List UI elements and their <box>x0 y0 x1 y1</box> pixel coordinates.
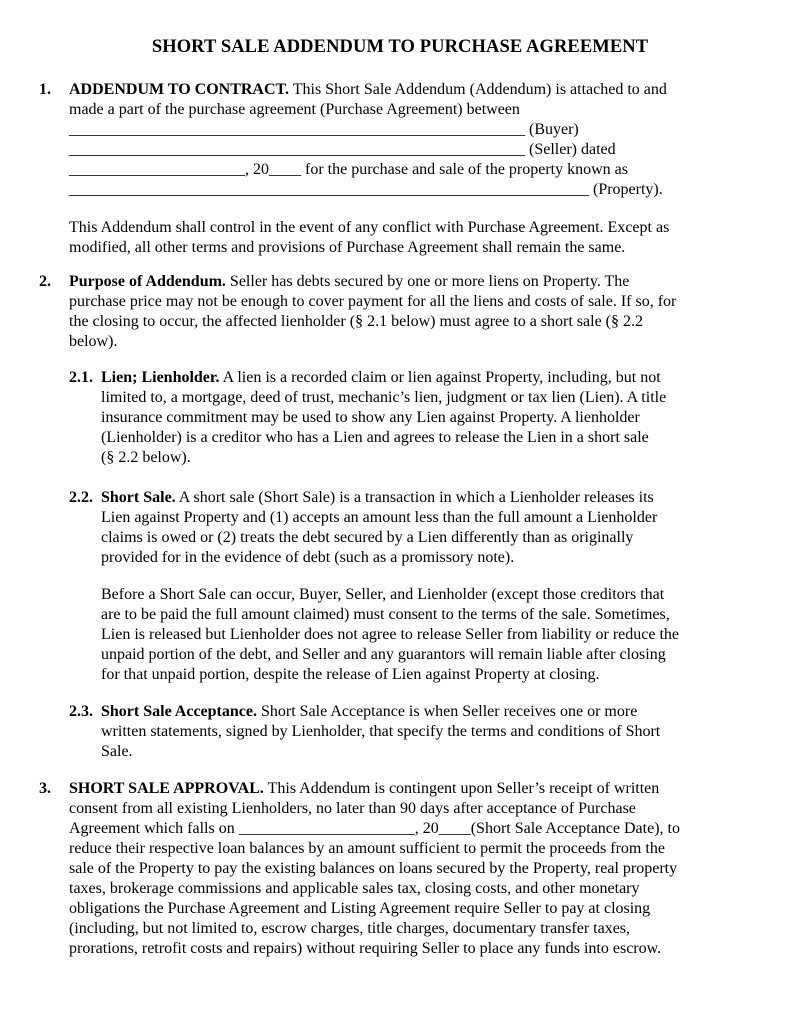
text-line: written statements, signed by Lienholder, that specify the terms and conditions of Short <box>101 723 661 740</box>
text-line: sale of the Property to pay the existing balances on loans secured by the Property, real property <box>69 860 678 877</box>
text-line: prorations, retrofit costs and repairs) without requiring Seller to place any funds into escrow. <box>69 940 662 957</box>
text-line: obligations the Purchase Agreement and Listing Agreement require Seller to pay at closing <box>69 900 651 917</box>
section-heading: Short Sale Acceptance. <box>101 703 257 720</box>
text-line: This Short Sale Addendum (Addendum) is attached to and <box>289 81 667 98</box>
text-line: are to be paid the full amount claimed) must consent to the terms of the sale. Sometimes, <box>101 606 670 623</box>
section-heading: SHORT SALE APPROVAL. <box>69 780 264 797</box>
text-line: Lien is released but Lienholder does not agree to release Seller from liability or reduce the <box>101 626 679 643</box>
text-line: purchase price may not be enough to cover payment for all the liens and costs of sale. If so, for <box>69 293 677 310</box>
section-number: 2.2. <box>69 489 93 506</box>
text-line: insurance commitment may be used to show any Lien against Property. A lienholder <box>101 409 640 426</box>
date-blank-line: ______________________, 20____ for the purchase and sale of the property known as <box>69 161 628 178</box>
text-line: limited to, a mortgage, deed of trust, mechanic’s lien, judgment or tax lien (Lien). A title <box>101 389 667 406</box>
seller-blank-line: _________________________________________________________ (Seller) dated <box>69 141 616 158</box>
text-line: Before a Short Sale can occur, Buyer, Seller, and Lienholder (except those creditors that <box>101 586 665 603</box>
section-heading: ADDENDUM TO CONTRACT. <box>69 81 290 98</box>
text-line: This Addendum is contingent upon Seller’s receipt of written <box>263 780 660 797</box>
section-heading: Purpose of Addendum. <box>69 273 226 290</box>
section-number: 2.1. <box>69 369 93 386</box>
text-line: A lien is a recorded claim or lien against Property, including, but not <box>219 369 661 386</box>
text-line: modified, all other terms and provisions of Purchase Agreement shall remain the same. <box>69 239 626 256</box>
section-body <box>101 702 761 762</box>
buyer-blank-line: _________________________________________________________ (Buyer) <box>69 121 579 138</box>
section-body <box>69 779 769 959</box>
text-line: provided for in the evidence of debt (such as a promissory note). <box>101 549 515 566</box>
section-number: 3. <box>39 780 51 797</box>
text-line: Lien against Property and (1) accepts an amount less than the full amount a Lienholder <box>101 509 658 526</box>
section-heading: Lien; Lienholder. <box>101 369 220 386</box>
text-line: claims is owed or (2) treats the debt secured by a Lien differently than as originally <box>101 529 634 546</box>
text-line: This Addendum shall control in the event of any conflict with Purchase Agreement. Except as <box>69 219 670 236</box>
text-line: A short sale (Short Sale) is a transaction in which a Lienholder releases its <box>175 489 654 506</box>
section-paragraph <box>101 585 761 685</box>
text-line: below). <box>69 333 118 350</box>
text-line: Seller has debts secured by one or more liens on Property. The <box>225 273 630 290</box>
page-title: SHORT SALE ADDENDUM TO PURCHASE AGREEMENT <box>151 37 649 57</box>
section-body <box>101 368 761 468</box>
property-blank-line: _________________________________________________________________ (Property). <box>69 181 663 198</box>
section-body <box>69 80 769 200</box>
text-line: unpaid portion of the debt, and Seller and any guarantors will remain liable after closing <box>101 646 666 663</box>
text-line: (Lienholder) is a creditor who has a Lien and agrees to release the Lien in a short sale <box>101 429 649 446</box>
text-line: reduce their respective loan balances by an amount sufficient to permit the proceeds from the <box>69 840 665 857</box>
section-body <box>101 488 761 568</box>
text-line: the closing to occur, the affected lienholder (§ 2.1 below) must agree to a short sale (§ 2.2 <box>69 313 643 330</box>
section-heading: Short Sale. <box>101 489 176 506</box>
section-body <box>69 272 769 352</box>
text-line: for that unpaid portion, despite the release of Lien against Property at closing. <box>101 666 600 683</box>
text-line: (§ 2.2 below). <box>101 449 191 466</box>
text-line: (including, but not limited to, escrow charges, title charges, documentary transfer taxes, <box>69 920 631 937</box>
section-number: 1. <box>39 81 51 98</box>
text-line: taxes, brokerage commissions and applicable sales tax, closing costs, and other monetary <box>69 880 640 897</box>
date-blank-line: Agreement which falls on ______________________, 20____(Short Sale Acceptance Date), to <box>69 820 680 837</box>
section-number: 2.3. <box>69 703 93 720</box>
text-line: Sale. <box>101 743 133 760</box>
section-number: 2. <box>39 273 51 290</box>
section-paragraph <box>69 218 769 258</box>
text-line: made a part of the purchase agreement (Purchase Agreement) between <box>69 101 520 118</box>
text-line: consent from all existing Lienholders, no later than 90 days after acceptance of Purchase <box>69 800 636 817</box>
text-line: Short Sale Acceptance is when Seller receives one or more <box>256 703 638 720</box>
